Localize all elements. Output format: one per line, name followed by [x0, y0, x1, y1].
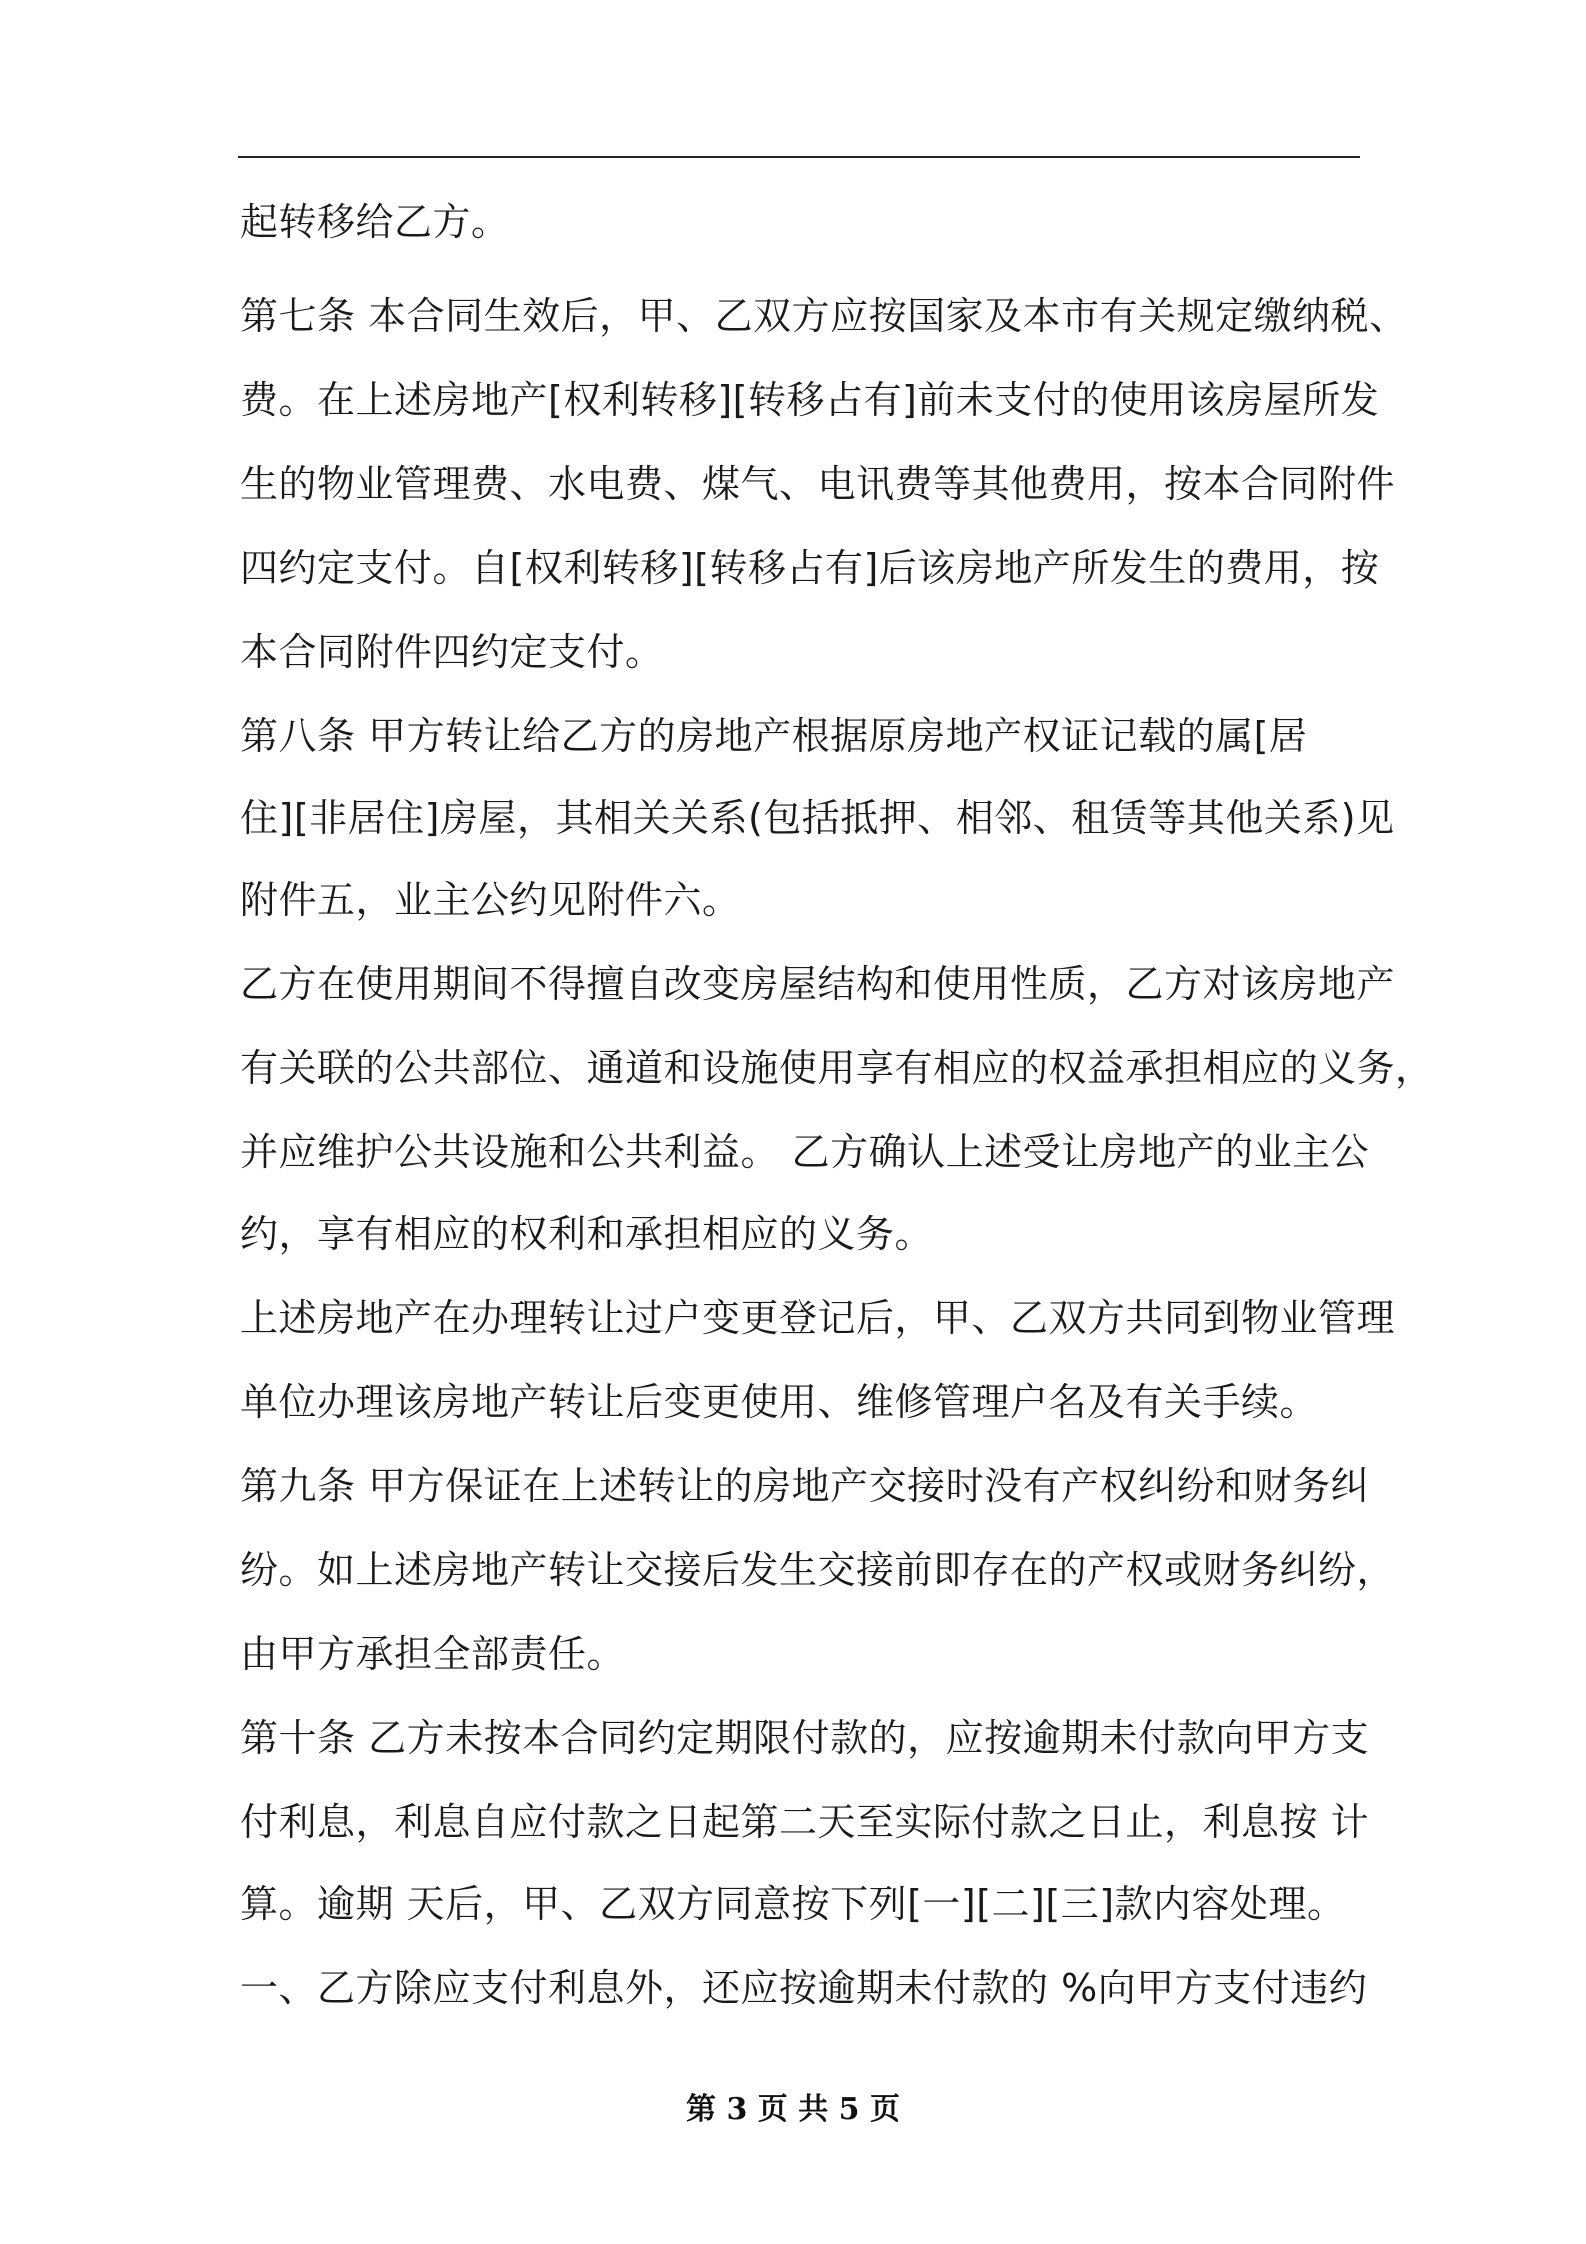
text-line: 一、乙方除应支付利息外，还应按逾期未付款的 %向甲方支付违约	[240, 1966, 1368, 2010]
text-line: 第九条 甲方保证在上述转让的房地产交接时没有产权纠纷和财务纠	[240, 1464, 1370, 1508]
header-divider	[238, 156, 1360, 158]
text-line: 算。逾期 天后，甲、乙双方同意按下列[一][二][三]款内容处理。	[240, 1882, 1346, 1926]
text-line: 纷。如上述房地产转让交接后发生交接前即存在的产权或财务纠纷，	[240, 1548, 1396, 1592]
text-line: 第十条 乙方未按本合同约定期限付款的，应按逾期未付款向甲方支	[240, 1716, 1370, 1760]
text-line: 第八条 甲方转让给乙方的房地产根据原房地产权证记载的属[居	[240, 714, 1308, 758]
page-number-footer: 第 3 页 共 5 页	[686, 2092, 900, 2127]
text-line: 约，享有相应的权利和承担相应的义务。	[240, 1212, 934, 1256]
text-line: 单位办理该房地产转让后变更使用、维修管理户名及有关手续。	[240, 1380, 1319, 1424]
text-line: 上述房地产在办理转让过户变更登记后，甲、乙双方共同到物业管理	[240, 1296, 1396, 1340]
text-line: 生的物业管理费、水电费、煤气、电讯费等其他费用，按本合同附件	[240, 462, 1396, 506]
text-line: 付利息，利息自应付款之日起第二天至实际付款之日止，利息按 计	[240, 1800, 1370, 1844]
text-line: 起转移给乙方。	[240, 200, 510, 244]
text-line: 费。在上述房地产[权利转移][转移占有]前未支付的使用该房屋所发	[240, 378, 1380, 422]
text-line: 附件五，业主公约见附件六。	[240, 878, 741, 922]
text-line: 并应维护公共设施和公共利益。 乙方确认上述受让房地产的业主公	[240, 1130, 1370, 1174]
text-line: 本合同附件四约定支付。	[240, 630, 664, 674]
text-line: 四约定支付。自[权利转移][转移占有]后该房地产所发生的费用，按	[240, 546, 1380, 590]
text-line: 住][非居住]房屋，其相关关系(包括抵押、相邻、租赁等其他关系)见	[240, 796, 1395, 840]
text-line: 由甲方承担全部责任。	[240, 1632, 626, 1676]
text-line: 有关联的公共部位、通道和设施使用享有相应的权益承担相应的义务，	[240, 1046, 1434, 1090]
text-line: 第七条 本合同生效后，甲、乙双方应按国家及本市有关规定缴纳税、	[240, 294, 1408, 338]
text-line: 乙方在使用期间不得擅自改变房屋结构和使用性质，乙方对该房地产	[240, 962, 1396, 1006]
